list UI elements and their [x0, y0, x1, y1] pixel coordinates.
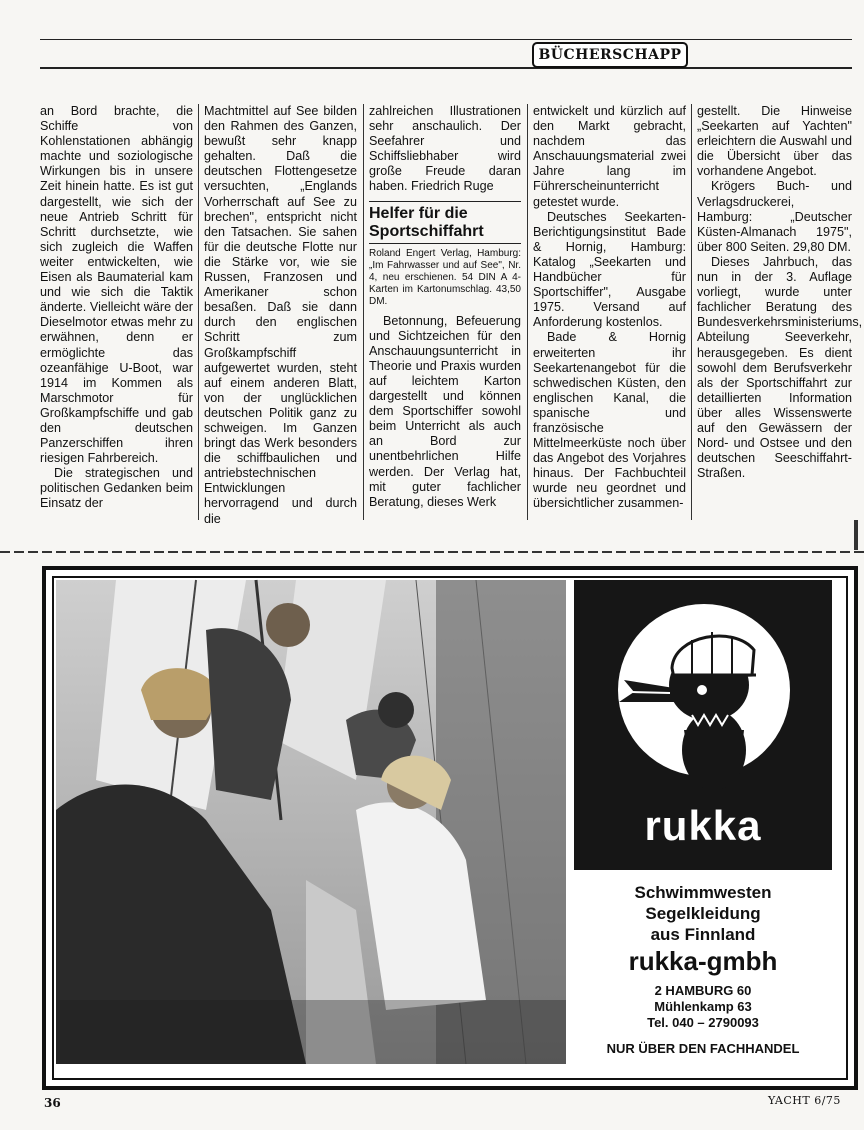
text-column-4 — [533, 104, 686, 518]
paragraph: Deutsches Seekarten-Berichtigungsinstitut Bade & Hornig, Hamburg: Katalog „Seekarten und Handbücher für Sportschiffer", Ausgabe 1975. Versand auf Anforderung kostenlos. — [533, 209, 686, 330]
paragraph: Die strategischen und politischen Gedanken beim Einsatz der — [40, 466, 193, 511]
header-rule — [40, 67, 852, 69]
cut-line — [0, 551, 864, 553]
bibliography: Roland Engert Verlag, Hamburg: „Im Fahrwasser und auf See", Nr. 4, neu erschienen. 54 DIN A 4-Karten im Kartonumschlag. 43,50 DM. — [369, 247, 521, 307]
text-column-3 — [369, 104, 521, 518]
paragraph: entwickelt und kürzlich auf den Markt gebracht, nachdem das Anschauungsmaterial zwei Jahre lang im Führerscheinunterricht getestet wurde. — [533, 104, 686, 209]
paragraph: gestellt. Die Hinweise „Seekarten auf Yachten" erleichtern die Auswahl und die Übersicht über das vorhandene Angebot. — [697, 104, 852, 179]
sailors-on-deck-photo — [56, 580, 566, 1064]
text-column-1 — [40, 104, 193, 518]
ad-info-panel — [574, 874, 832, 1064]
paragraph: zahlreichen Illustrationen sehr anschaulich. Der Seefahrer und Schiffsliebhaber wird große Freude daran haben. Friedrich Ruge — [369, 104, 521, 194]
paragraph: Dieses Jahrbuch, das nun in der 3. Auflage vorliegt, wurde unter fachlicher Beratung des Bundesverkehrsministeriums, Abteilung Seeverkehr, herausgegeben. Es dient sowohl dem Berufsverkehr als der Sportschiffahrt zur detaillierten Information über alles Wissenswerte auf den Gewässern der Nord- und Ostsee und den deutschen Seeschiffahrt-Straßen. — [697, 254, 863, 481]
brand-name: rukka — [644, 802, 762, 849]
ad-line: Schwimmwesten — [634, 883, 772, 902]
text-column-2 — [204, 104, 357, 526]
paragraph: Betonnung, Befeuerung und Sichtzeichen für den Anschauungsunterricht in Theorie und Praxis wurden auf leichtem Karton dargestellt und können dem Sportschiffer sowohl beim Unterricht als auch an Bord zur unentbehrlichen Hilfe werden. Der Verlag hat, mit guter fachlicher Beratung, dieses Werk — [369, 313, 521, 509]
paragraph: an Bord brachte, die Schiffe von Kohlenstationen abhängig machte und soziologische Wirkungen bis in unsere Zeit hinein hatte. Es ist gut dargestellt, wie sich der neue Antrieb Schritt für Schritt durchsetzte, wie sich zugleich die Waffen weiter entwickelten, wie Eisen als Baumaterial kam und wie sich die Taktik änderte. Vielleicht wäre der Dieselmotor etwas mehr zu erwähnen, denn er ermöglichte das ozeanfähige U-Boot, war 1914 im Kommen als Marschmotor für Großkampfschiffe und gab den deutschen Panzerschiffen ihren riesigen Fahrbereich. — [40, 104, 193, 466]
text-column-5 — [697, 104, 863, 518]
duck-with-helmet-logo — [574, 580, 832, 800]
paragraph: Bade & Hornig erweiterten ihr Seekartenangebot für die schwedischen Küsten, den englischen Kanal, die spanische und französische Mittelmeerküste noch über das Angebot des Vorjahres hinaus. Der Fachbuchteil wurde neu geordnet und übersichtlicher zusammen- — [533, 330, 686, 511]
phone-number: Tel. 040 – 2790093 — [647, 1015, 759, 1030]
page-number: 36 — [44, 1096, 61, 1110]
column-divider — [691, 104, 692, 520]
section-tag: BÜCHERSCHAPP — [532, 42, 688, 68]
column-divider — [527, 104, 528, 520]
magazine-issue: YACHT 6/75 — [768, 1094, 841, 1107]
column-divider — [198, 104, 199, 520]
photo-illustration — [56, 580, 566, 1064]
ad-line: Segelkleidung — [645, 904, 761, 923]
page-edge-mark — [854, 520, 858, 550]
article-heading: Helfer für die Sportschiffahrt — [369, 201, 521, 244]
retail-note: NUR ÜBER DEN FACHHANDEL — [606, 1041, 800, 1056]
brand-panel — [574, 580, 832, 870]
paragraph: Krögers Buch- und Verlagsdruckerei, Hamburg: „Deutscher Küsten-Almanach 1975", über 800 Seiten. 29,80 DM. — [697, 179, 852, 254]
company-name: rukka-gmbh — [628, 946, 778, 976]
advertisement — [42, 566, 858, 1090]
address-line: Mühlenkamp 63 — [654, 999, 752, 1014]
ad-line: aus Finnland — [650, 925, 756, 944]
top-rule — [40, 39, 852, 40]
article-columns — [40, 104, 863, 526]
paragraph: Machtmittel auf See bilden den Rahmen des Ganzen, bewußt sehr knapp gehalten. Daß die deutschen Flottengesetze versuchten, „Englands Vorherrschaft auf See zu brechen", entspricht nicht den Tatsachen. Sie sahen für die deutsche Flotte nur die Stärke vor, wie sie Russen, Franzosen und Amerikaner schon besaßen. Daß sie dann durch den englischen Schritt zum Großkampfschiff aufgewertet wurden, steht auf einem anderen Blatt, von der unglücklichen deutschen Politik ganz zu schweigen. Im Ganzen bringt das Werk besonders die schiffbaulichen und antriebstechnischen Entwicklungen hervorragend und durch die — [204, 104, 357, 526]
address-line: 2 HAMBURG 60 — [654, 983, 752, 998]
column-divider — [363, 104, 364, 520]
